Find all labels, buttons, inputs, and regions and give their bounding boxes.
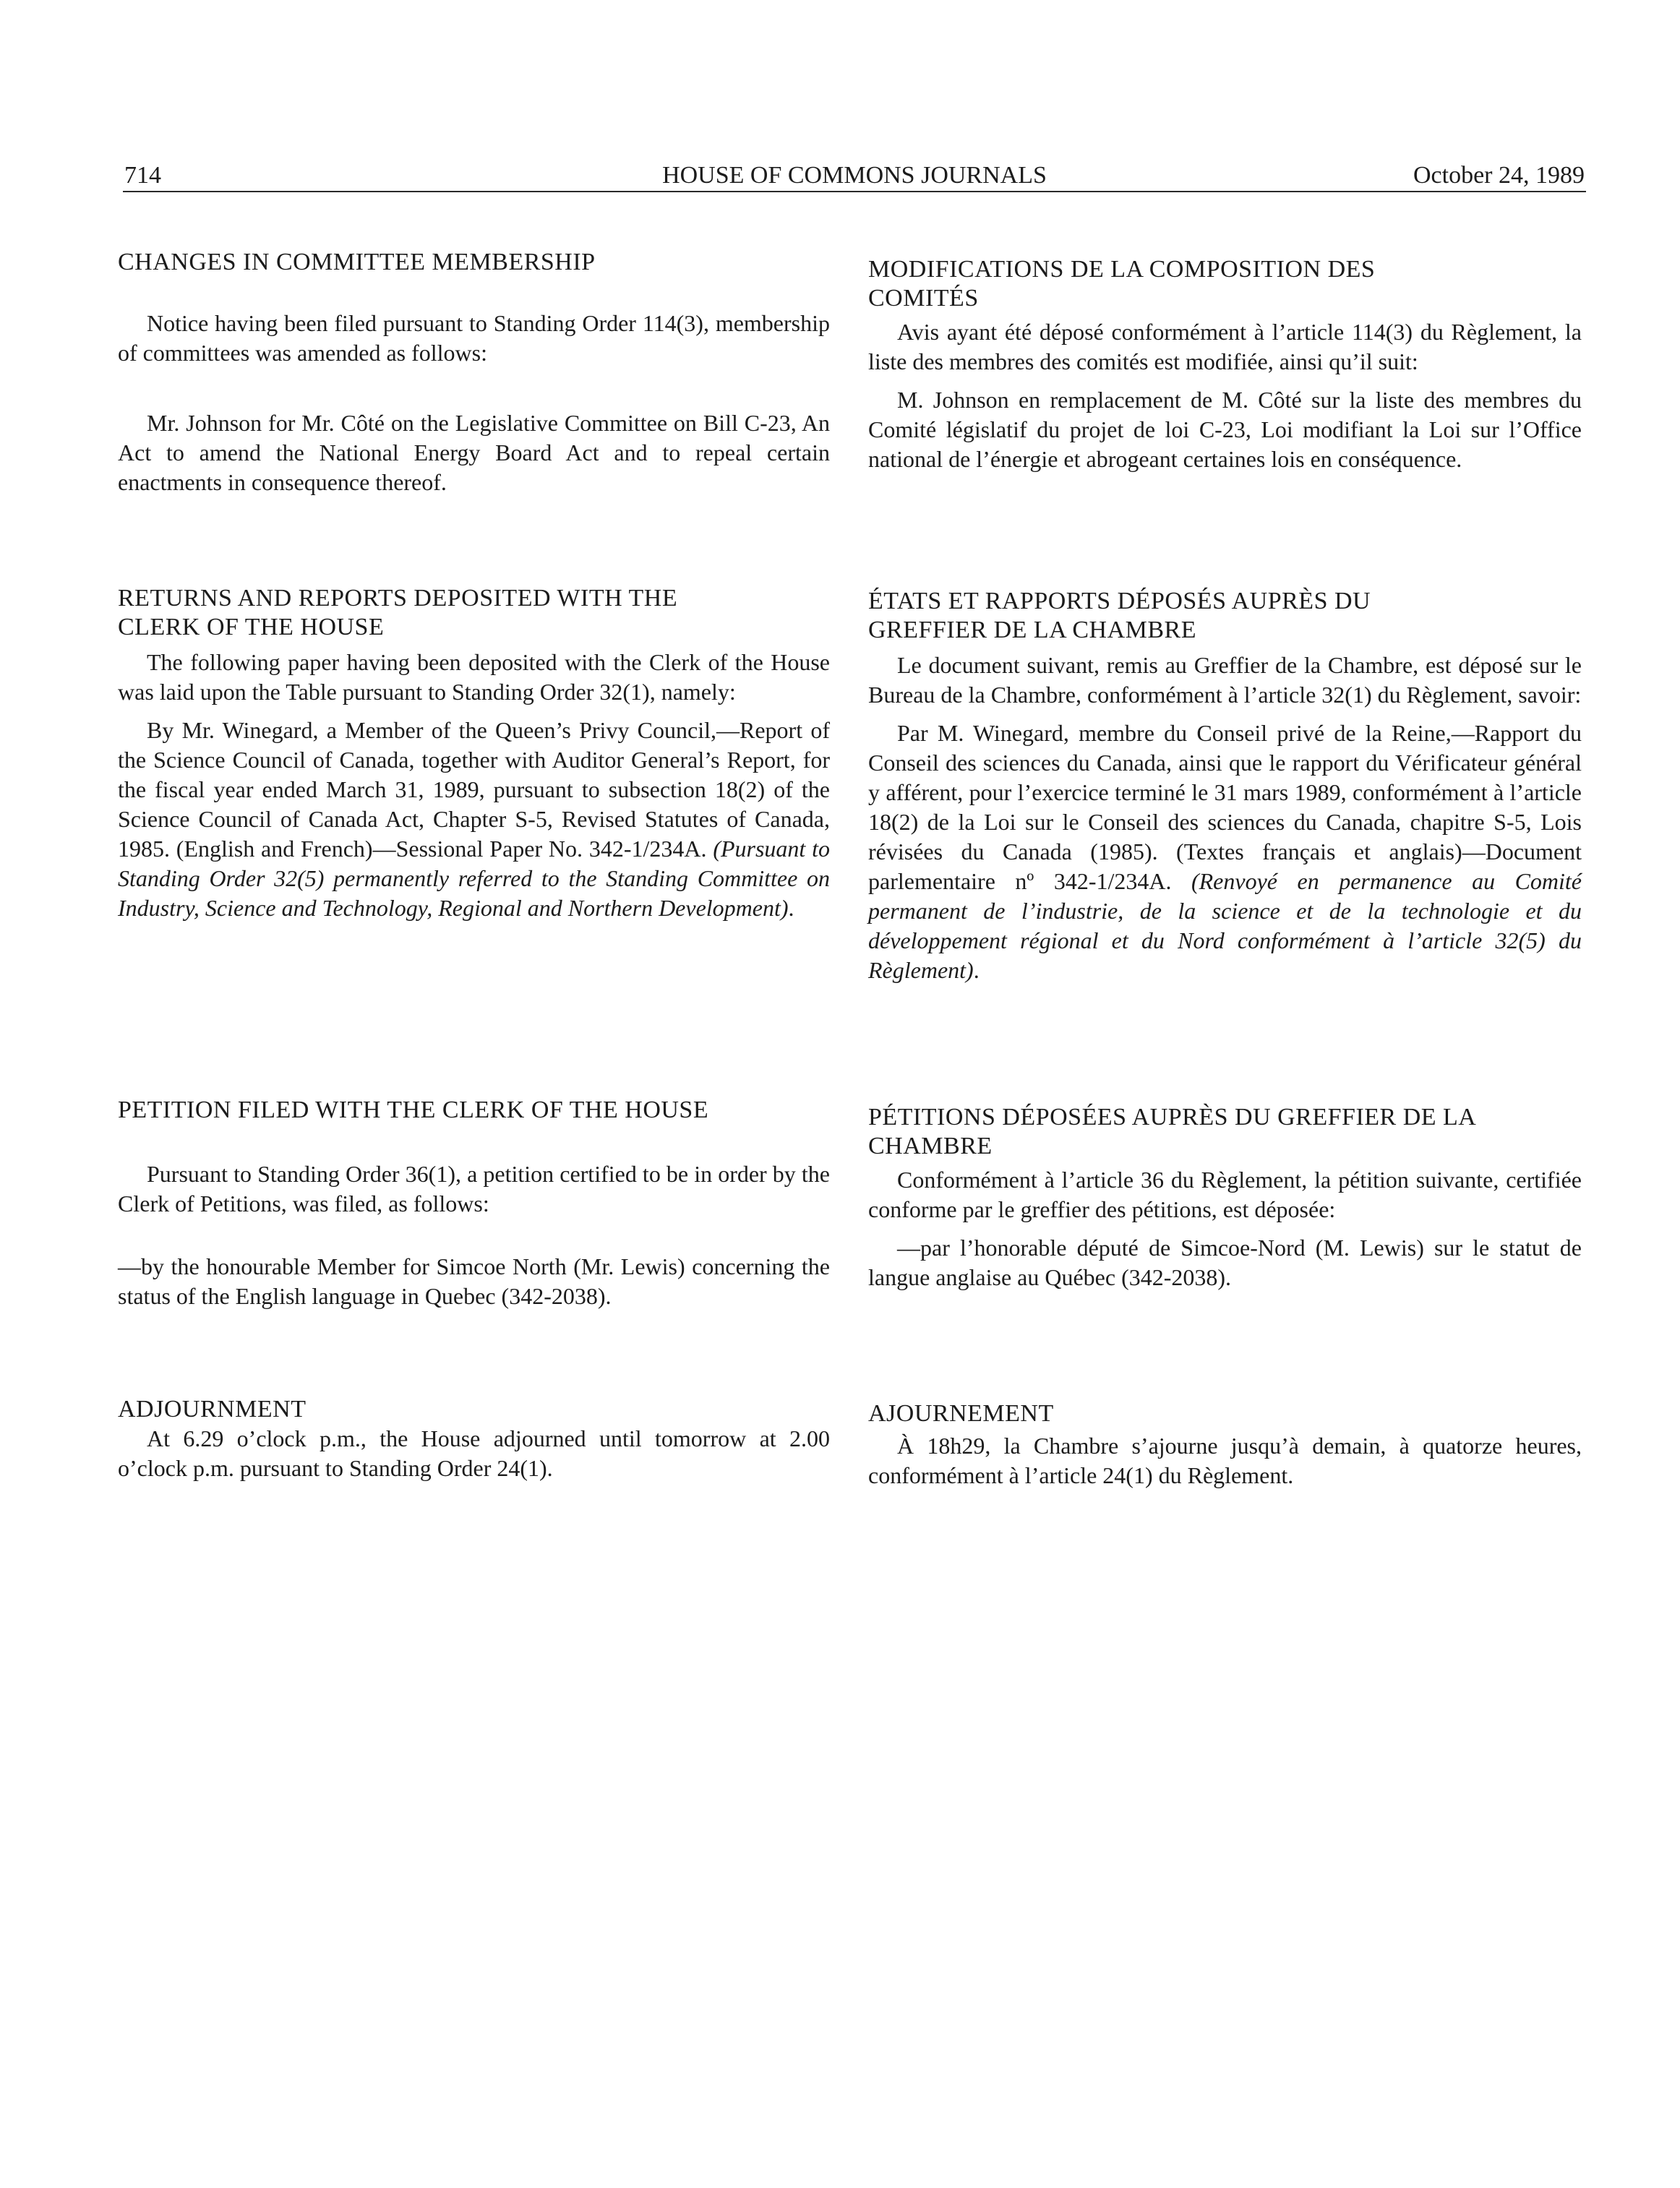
fr-committee-heading-1: MODIFICATIONS DE LA COMPOSITION DES [868,256,1376,283]
journal-title: HOUSE OF COMMONS JOURNALS [662,162,1047,189]
fr-adjournment-text: À 18h29, la Chambre s’ajourne jusqu’à demain, à quatorze heures, conformément à l’article 24(1) du Règlement. [868,1433,1582,1488]
fr-returns-intro: Le document suivant, remis au Greffier de la Chambre, est déposé sur le Bureau de la Chambre, conformément à l’article 32(1) du Règlement, savoir: [868,652,1582,708]
en-petition-item: —by the honourable Member for Simcoe North (Mr. Lewis) concerning the status of the English language in Quebec (342-2038). [118,1253,830,1309]
fr-returns-paper [868,718,1582,985]
fr-committee-notice: Avis ayant été déposé conformément à l’article 114(3) du Règlement, la liste des membres des comités est modifiée, ainsi qu’il suit: [868,319,1582,374]
page-number: 714 [124,162,161,189]
fr-committee-section [868,255,1582,474]
en-adjournment-text: At 6.29 o’clock p.m., the House adjourned until tomorrow at 2.00 o’clock p.m. pursuant to Standing Order 24(1). [118,1425,830,1481]
en-returns-section [118,584,830,923]
en-petition-intro: Pursuant to Standing Order 36(1), a petition certified to be in order by the Clerk of Petitions, was filed, as follows: [118,1161,830,1217]
fr-returns-heading-2: GREFFIER DE LA CHAMBRE [868,617,1196,643]
en-returns-intro: The following paper having been deposited with the Clerk of the House was laid upon the Table pursuant to Standing Order 32(1), namely: [118,649,830,705]
en-adjournment-section [118,1395,830,1483]
en-returns-heading-2: CLERK OF THE HOUSE [118,614,385,640]
fr-returns-paper-end: . [973,957,980,983]
fr-petition-heading-1: PÉTITIONS DÉPOSÉES AUPRÈS DU GREFFIER DE LA [868,1104,1477,1131]
en-returns-paper-end: . [788,895,794,921]
en-committee-change: Mr. Johnson for Mr. Côté on the Legislative Committee on Bill C-23, An Act to amend the National Energy Board Act and to repeal certain enactments in consequence thereof. [118,410,830,495]
en-committee-heading: CHANGES IN COMMITTEE MEMBERSHIP [118,249,596,275]
en-returns-paper-referral: (Pursuant to Standing Order 32(5) permanently referred to the Standing Committee on Industry, Science and Technology, Regional and Northern Development) [118,836,831,921]
en-petition-section [118,1096,830,1311]
fr-returns-heading-1: ÉTATS ET RAPPORTS DÉPOSÉS AUPRÈS DU [868,588,1371,614]
journal-date: October 24, 1989 [1413,162,1585,189]
fr-petition-intro: Conformément à l’article 36 du Règlement, la pétition suivante, certifiée conforme par le greffier des pétitions, est déposée: [868,1167,1582,1222]
en-committee-notice: Notice having been filed pursuant to Standing Order 114(3), membership of committees was amended as follows: [118,310,830,366]
fr-petition-item: —par l’honorable député de Simcoe-Nord (M. Lewis) sur le statut de langue anglaise au Québec (342-2038). [868,1235,1582,1290]
en-returns-paper-text: By Mr. Winegard, a Member of the Queen’s Privy Council,—Report of the Science Council of Canada, together with Auditor General’s Report, for the fiscal year ended March 31, 1989, pursuant to subsection 18(2) of the Science Council of Canada Act, Chapter S-5, Revised Statutes of Canada, 1985. (English and French)—Sessional Paper No. 342-1/234A. [118,717,830,862]
en-petition-heading: PETITION FILED WITH THE CLERK OF THE HOUSE [118,1097,709,1123]
en-committee-section [118,248,830,497]
fr-petition-heading-2: CHAMBRE [868,1133,993,1159]
fr-petition-section [868,1103,1582,1292]
page-header [123,153,1586,192]
fr-returns-paper-referral: (Renvoyé en permanence au Comité permanent de l’industrie, de la science et de la technologie et du développement régional et du Nord conformément à l’article 32(5) du Règlement) [868,868,1582,983]
fr-adjournment-section [868,1399,1582,1490]
en-adjournment-heading: ADJOURNMENT [118,1396,307,1423]
fr-committee-change: M. Johnson en remplacement de M. Côté sur la liste des membres du Comité législatif du projet de loi C-23, Loi modifiant la Loi sur l’Office national de l’énergie et abrogeant certaines lois en conséquence. [868,387,1582,472]
fr-adjournment-heading: AJOURNEMENT [868,1400,1054,1427]
fr-returns-paper-text: Par M. Winegard, membre du Conseil privé de la Reine,—Rapport du Conseil des sciences du Canada, ainsi que le rapport du Vérificateur général y afférent, pour l’exercice terminé le 31 mars 1989, conformément à l’article 18(2) de la Loi sur le Conseil des sciences du Canada, chapitre S-5, Lois révisées du Canada (1985). (Textes français et anglais)—Document parlementaire nº 342-1/234A. [868,720,1582,894]
fr-committee-heading-2: COMITÉS [868,285,979,312]
en-returns-heading-1: RETURNS AND REPORTS DEPOSITED WITH THE [118,585,678,612]
en-returns-paper [118,716,830,923]
fr-returns-section [868,587,1582,985]
